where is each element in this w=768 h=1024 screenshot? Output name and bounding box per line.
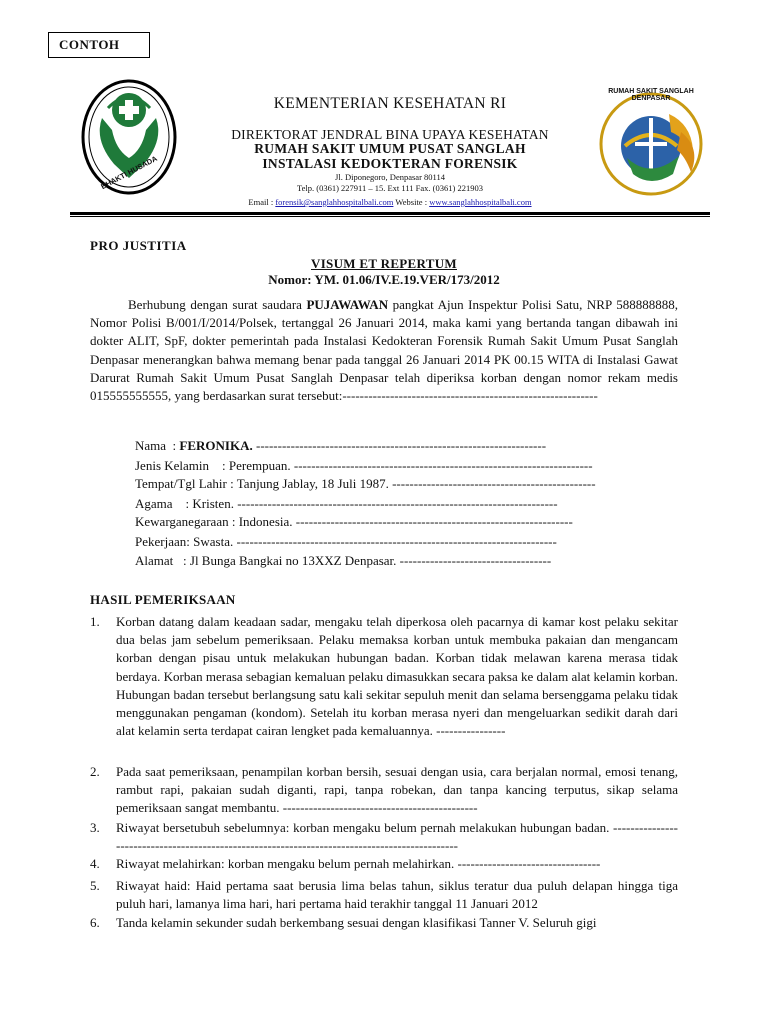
identity-row <box>135 476 596 492</box>
identity-separator: : <box>186 534 194 549</box>
hospital-address: Jl. Diponegoro, Denpasar 80114 <box>335 172 445 182</box>
identity-dashes: ----------------------------------- <box>396 553 552 568</box>
website-label: Website : <box>395 197 428 207</box>
finding-number: 6. <box>90 915 100 930</box>
identity-value: Perempuan. <box>228 458 291 473</box>
identity-row <box>135 553 551 569</box>
finding-item <box>90 613 678 740</box>
finding-text: Pada saat pemeriksaan, penampilan korban bersih, sesuai dengan usia, cara berjalan normal, emosi tenang, rambut rapi, pakaian sudah diganti, rapi, tanpa robekan, dan tanpa kancing terputus, sikap selama pemeriksaan sangat membantu. --------------------------------------------- <box>116 764 678 816</box>
finding-number: 3. <box>90 820 100 835</box>
identity-dashes: ----------------------------------------------- <box>388 476 596 491</box>
sanglah-logo <box>595 84 707 202</box>
finding-text: Riwayat melahirkan: korban mengaku belum pernah melahirkan. --------------------------------- <box>116 856 601 871</box>
identity-value: Indonesia. <box>238 514 293 529</box>
email-link[interactable]: forensik@sanglahhospitalbali.com <box>275 197 394 207</box>
identity-value: Kristen. <box>192 496 234 511</box>
identity-separator: : <box>173 553 190 568</box>
bhakti-husada-logo <box>80 78 178 196</box>
identity-label: Agama <box>135 496 173 511</box>
identity-row <box>135 496 558 512</box>
identity-value: Swasta. <box>193 534 234 549</box>
identity-dashes: -------------------------------------------------------------------------- <box>233 534 557 549</box>
section-title: HASIL PEMERIKSAAN <box>90 592 236 607</box>
identity-label: Pekerjaan <box>135 534 187 549</box>
finding-number: 2. <box>90 764 100 779</box>
identity-row <box>135 438 546 454</box>
hospital-phone: Telp. (0361) 227911 – 15. Ext 111 Fax. (0361) 221903 <box>297 183 483 193</box>
identity-dashes: ------------------------------------------------------------------- <box>252 438 547 453</box>
identity-label: Jenis Kelamin <box>135 458 210 473</box>
identity-separator: : <box>166 438 180 453</box>
finding-text: Korban datang dalam keadaan sadar, mengaku telah diperkosa oleh pacarnya di kamar kost pelaku sekitar dua belas jam sebelum pemeriksaan. Pelaku memaksa korban untuk membuka pakaian dan mengancam korban dengan pisau untuk melakukan hubungan badan. Korban tidak melawan karena merasa tidak berdaya. Korban merasa sebagian kemaluan pelaku dimasukkan secara paksa ke dalam alat kelamin korban. Hubungan badan tersebut berlangsung satu kali sekitar sepuluh menit dan selama bersenggama pelaku tidak menggunakan pengaman (kondom). Setelah itu korban merasa nyeri dan mengeluarkan sedikit darah dari alat kelamin serta terdapat cairan lengket pada kemaluannya. ---------------- <box>116 614 679 739</box>
sanglah-logo-text: RUMAH SAKIT SANGLAH DENPASAR <box>608 88 694 102</box>
identity-label: Tempat/Tgl Lahir <box>135 476 227 491</box>
installation-name: INSTALASI KEDOKTERAN FORENSIK <box>262 156 518 171</box>
identity-dashes: ---------------------------------------------------------------- <box>292 514 573 529</box>
finding-item <box>90 914 678 932</box>
identity-row <box>135 458 593 474</box>
finding-item <box>90 855 678 873</box>
header-rule-thick <box>70 212 710 215</box>
intro-part-1: Berhubung dengan surat saudara <box>128 297 307 312</box>
document-number: Nomor: YM. 01.06/IV.E.19.VER/173/2012 <box>268 272 500 287</box>
intro-part-2: pangkat Ajun Inspektur Polisi Satu, NRP 588888888, Nomor Polisi B/001/I/2014/Polsek, tertanggal 26 Januari 2014, maka kami yang bertanda tangan dibawah ini dokter ALIT, SpF, dokter pemerintah pada Instalasi Kedokteran Forensik Rumah Sakit Umum Pusat Sanglah Denpasar menerangkan bahwa memang benar pada tanggal 26 Januari 2014 PK 00.15 WITA di Instalasi Gawat Darurat Rumah Sakit Umum Pusat Sanglah Denpasar telah diperiksa korban dengan nomor rekam medis 015555555555, yang berdasarkan surat tersebut:----------------------------------------------------------- <box>90 297 678 404</box>
finding-text: Tanda kelamin sekunder sudah berkembang sesuai dengan klasifikasi Tanner V. Seluruh gigi <box>116 915 597 930</box>
pro-justitia: PRO JUSTITIA <box>90 238 187 253</box>
finding-item <box>90 877 678 913</box>
bhakti-husada-text: BHAKTI HUSADA <box>99 153 159 192</box>
identity-row <box>135 534 557 550</box>
finding-item <box>90 819 678 855</box>
finding-number: 1. <box>90 614 100 629</box>
identity-separator: : <box>209 458 229 473</box>
identity-separator: : <box>172 496 193 511</box>
intro-paragraph <box>90 296 678 405</box>
finding-number: 5. <box>90 878 100 893</box>
identity-label: Nama <box>135 438 167 453</box>
finding-text: Riwayat bersetubuh sebelumnya: korban mengaku belum pernah melakukan hubungan badan. ---------------------------------------------------------------------------------------------- <box>116 820 678 854</box>
finding-number: 4. <box>90 856 100 871</box>
identity-value: Tanjung Jablay, 18 Juli 1987. <box>236 476 389 491</box>
identity-separator: : <box>228 514 239 529</box>
bhakti-husada-emblem-icon <box>80 78 178 196</box>
identity-value: FERONIKA. <box>179 438 253 453</box>
identity-separator: : <box>226 476 237 491</box>
finding-text: Riwayat haid: Haid pertama saat berusia lima belas tahun, siklus teratur dua puluh delapan hingga tiga puluh hari, lamanya lima hari, hari pertama haid terakhir tanggal 11 Januari 2012 <box>116 878 678 912</box>
contoh-label: CONTOH <box>48 32 150 58</box>
document-title: VISUM ET REPERTUM <box>311 256 457 271</box>
requester-name: PUJAWAWAN <box>306 297 389 312</box>
website-link[interactable]: www.sanglahhospitalbali.com <box>429 197 532 207</box>
identity-dashes: --------------------------------------------------------------------- <box>290 458 593 473</box>
ministry-name: KEMENTERIAN KESEHATAN RI <box>273 95 507 112</box>
contact-line <box>180 197 600 207</box>
header-rule-thin <box>70 216 710 217</box>
hospital-name: RUMAH SAKIT UMUM PUSAT SANGLAH <box>254 141 526 156</box>
finding-item <box>90 763 678 818</box>
email-label: Email : <box>248 197 274 207</box>
identity-value: Jl Bunga Bangkai no 13XXZ Denpasar. <box>189 553 397 568</box>
identity-label: Kewarganegaraan <box>135 514 229 529</box>
identity-dashes: -------------------------------------------------------------------------- <box>233 496 558 511</box>
directorate-name: DIREKTORAT JENDRAL BINA UPAYA KESEHATAN <box>231 127 549 142</box>
identity-row <box>135 514 573 530</box>
identity-label: Alamat <box>135 553 174 568</box>
